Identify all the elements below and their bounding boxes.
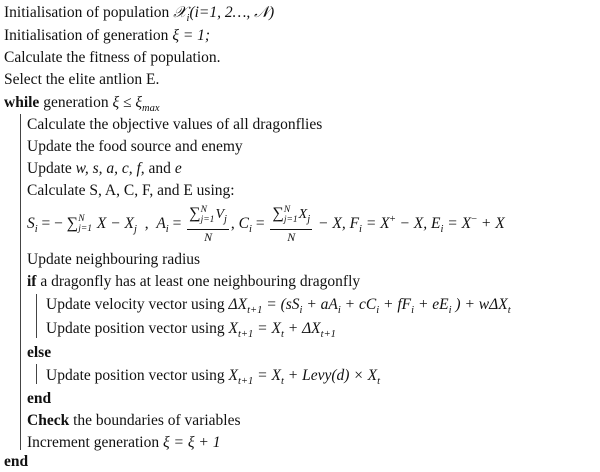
fraction-c: ∑ N j=1 $X_j$ N: [272, 204, 311, 245]
keyword-if: if: [27, 273, 37, 290]
sum-sign: ∑: [66, 215, 79, 232]
equation-scafe: $S_i$ = − ∑ N j=1 $X - X_j$ , $A_i$ = ∑ N j=1 $V_j$ N , $C_i$ = ∑ N j=1 $X_j$ N − X, $F_i = X^+ - X$, $E_i = X^- + X$: [27, 204, 505, 245]
line-update-weights: Update w, s, a, c, f, and e: [27, 160, 182, 177]
line-end-if: [27, 389, 51, 409]
keyword-end-if: end: [27, 390, 52, 407]
line-check-boundaries: Check the boundaries of variables: [27, 412, 241, 429]
if-block-bar: [36, 294, 37, 338]
line-init-population: Initialisation of population 𝒳$_i$(i=1, 2…, 𝒩): [4, 4, 275, 24]
line-calc-fitness: Calculate the fitness of population.: [4, 49, 221, 66]
line-select-elite: Select the elite antlion E.: [4, 71, 160, 88]
line-update-radius: Update neighbouring radius: [27, 251, 201, 268]
line-else: [27, 343, 51, 363]
keyword-end-while: end: [4, 453, 29, 470]
fraction-a: ∑ N j=1 $V_j$ N: [189, 204, 227, 245]
line-update-food: Update the food source and enemy: [27, 138, 243, 155]
while-block-bar: [20, 114, 21, 450]
line-if: if a dragonfly has at least one neighbouring dragonfly: [27, 273, 361, 290]
line-increment-generation: Increment generation ξ = ξ + 1: [27, 434, 221, 451]
line-calc-objective: Calculate the objective values of all dragonflies: [27, 116, 323, 133]
line-update-velocity: Update velocity vector using $\Delta X_{t+1} = (sS_i + aA_i + cC_i + fF_i + eE_i$ ) + wΔX$_t$: [46, 296, 511, 316]
keyword-check: Check: [27, 412, 70, 429]
keyword-else: else: [27, 344, 52, 361]
line-init-generation: Initialisation of generation ξ = 1;: [4, 27, 211, 44]
line-while: while generation $\xi \le \xi_{max}$: [4, 94, 160, 114]
line-update-position-levy: Update position vector using $X_{t+1} = X_t$ + Levy(d) × $X_t$: [46, 367, 381, 387]
line-calc-scafe: Calculate S, A, C, F, and E using:: [27, 182, 235, 199]
keyword-while: while: [4, 94, 40, 111]
line-end-while: [4, 452, 28, 472]
line-update-position: Update position vector using $X_{t+1} = X_t + \Delta X_{t+1}$: [46, 320, 336, 340]
else-block-bar: [36, 364, 37, 384]
